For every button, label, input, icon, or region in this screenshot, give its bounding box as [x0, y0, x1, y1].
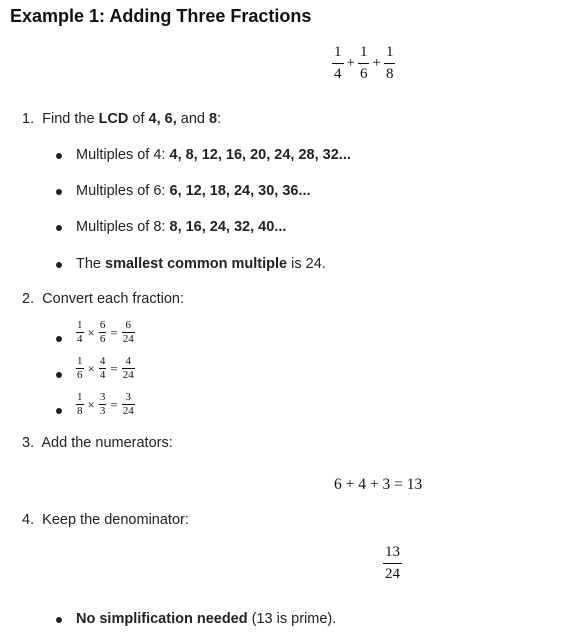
conversion-row	[76, 392, 135, 417]
page-title: Example 1: Adding Three Fractions	[10, 6, 312, 26]
step-text-bold: LCD	[98, 111, 129, 127]
denominator: 6	[359, 66, 368, 82]
numerator: 3	[99, 391, 106, 403]
step-text: and	[176, 111, 210, 127]
step-text-bold: 8	[209, 111, 218, 127]
list-item-values: 8, 16, 24, 32, 40...	[169, 219, 287, 235]
times-operator: ×	[87, 360, 95, 376]
conversion-row	[76, 356, 135, 381]
denominator: 4	[334, 66, 342, 82]
list-item-label: Multiples of 8:	[76, 219, 170, 235]
final-note	[76, 611, 336, 627]
step-text-bold: 4, 6,	[148, 111, 177, 127]
denominator: 24	[122, 333, 134, 345]
bullet-dot	[56, 617, 62, 623]
list-item	[76, 183, 311, 199]
step-marker: 2.	[22, 291, 35, 307]
step-text: Find the	[42, 111, 99, 127]
step-marker: 1.	[22, 111, 35, 127]
times-operator: ×	[87, 396, 95, 412]
bullet-dot	[56, 408, 62, 414]
bullet-dot	[56, 372, 62, 378]
numerator: 4	[125, 355, 131, 367]
numerator: 1	[77, 391, 83, 403]
list-item	[76, 219, 286, 235]
bullet-dot	[56, 336, 62, 342]
list-item	[76, 147, 351, 163]
numerator: 1	[77, 355, 83, 367]
list-item-text: is 24.	[287, 256, 326, 272]
numerator: 1	[359, 44, 368, 60]
denominator: 24	[385, 566, 400, 582]
list-item-label: Multiples of 4:	[76, 147, 170, 163]
denominator: 4	[77, 333, 83, 345]
conversion-row	[76, 320, 135, 345]
equals-operator: =	[110, 324, 118, 340]
bullet-dot	[56, 189, 62, 195]
step-1-heading	[22, 111, 221, 127]
plus-operator: +	[372, 55, 381, 71]
list-item-values: 4, 8, 12, 16, 20, 24, 28, 32...	[169, 147, 351, 163]
bullet-dot	[56, 262, 62, 268]
times-operator: ×	[87, 324, 95, 340]
numerator: 1	[77, 319, 83, 331]
problem-term-1	[333, 45, 343, 82]
bullet-dot	[56, 225, 62, 231]
step-text: of	[128, 111, 149, 127]
step-marker: 3.	[22, 435, 35, 451]
plus-operator: +	[346, 55, 355, 71]
sum-equation: 6 + 4 + 3 = 13	[334, 476, 423, 493]
step-text: :	[217, 111, 222, 127]
denominator: 8	[77, 405, 83, 417]
list-item-conclusion	[76, 256, 326, 272]
equals-operator: =	[110, 396, 118, 412]
step-2-heading	[22, 291, 184, 307]
equals-operator: =	[110, 360, 118, 376]
denominator: 6	[99, 333, 106, 345]
list-item-values: 6, 12, 18, 24, 30, 36...	[169, 183, 311, 199]
denominator: 24	[122, 369, 134, 381]
step-text: Convert each fraction:	[42, 291, 185, 307]
result-fraction	[384, 545, 401, 582]
step-marker: 4.	[22, 512, 35, 528]
numerator: 4	[99, 355, 106, 367]
bullet-dot	[56, 153, 62, 159]
final-note-bold: No simplification needed	[76, 611, 248, 627]
numerator: 6	[125, 319, 131, 331]
step-text: Keep the denominator:	[42, 512, 189, 528]
denominator: 3	[99, 405, 106, 417]
denominator: 6	[77, 369, 83, 381]
list-item-label: Multiples of 6:	[76, 183, 170, 199]
step-text: Add the numerators:	[41, 435, 173, 451]
step-4-heading	[22, 512, 189, 528]
denominator: 24	[122, 405, 134, 417]
problem-expression	[333, 45, 394, 82]
numerator: 6	[99, 319, 106, 331]
numerator: 1	[334, 44, 342, 60]
final-note-text: (13 is prime).	[247, 611, 337, 627]
list-item-text-bold: smallest common multiple	[105, 256, 288, 272]
denominator: 8	[385, 66, 394, 82]
numerator: 3	[125, 391, 131, 403]
problem-term-3	[385, 45, 395, 82]
step-3-heading	[22, 435, 173, 451]
denominator: 4	[99, 369, 106, 381]
list-item-text: The	[76, 256, 106, 272]
numerator: 13	[385, 544, 400, 560]
numerator: 1	[385, 44, 394, 60]
